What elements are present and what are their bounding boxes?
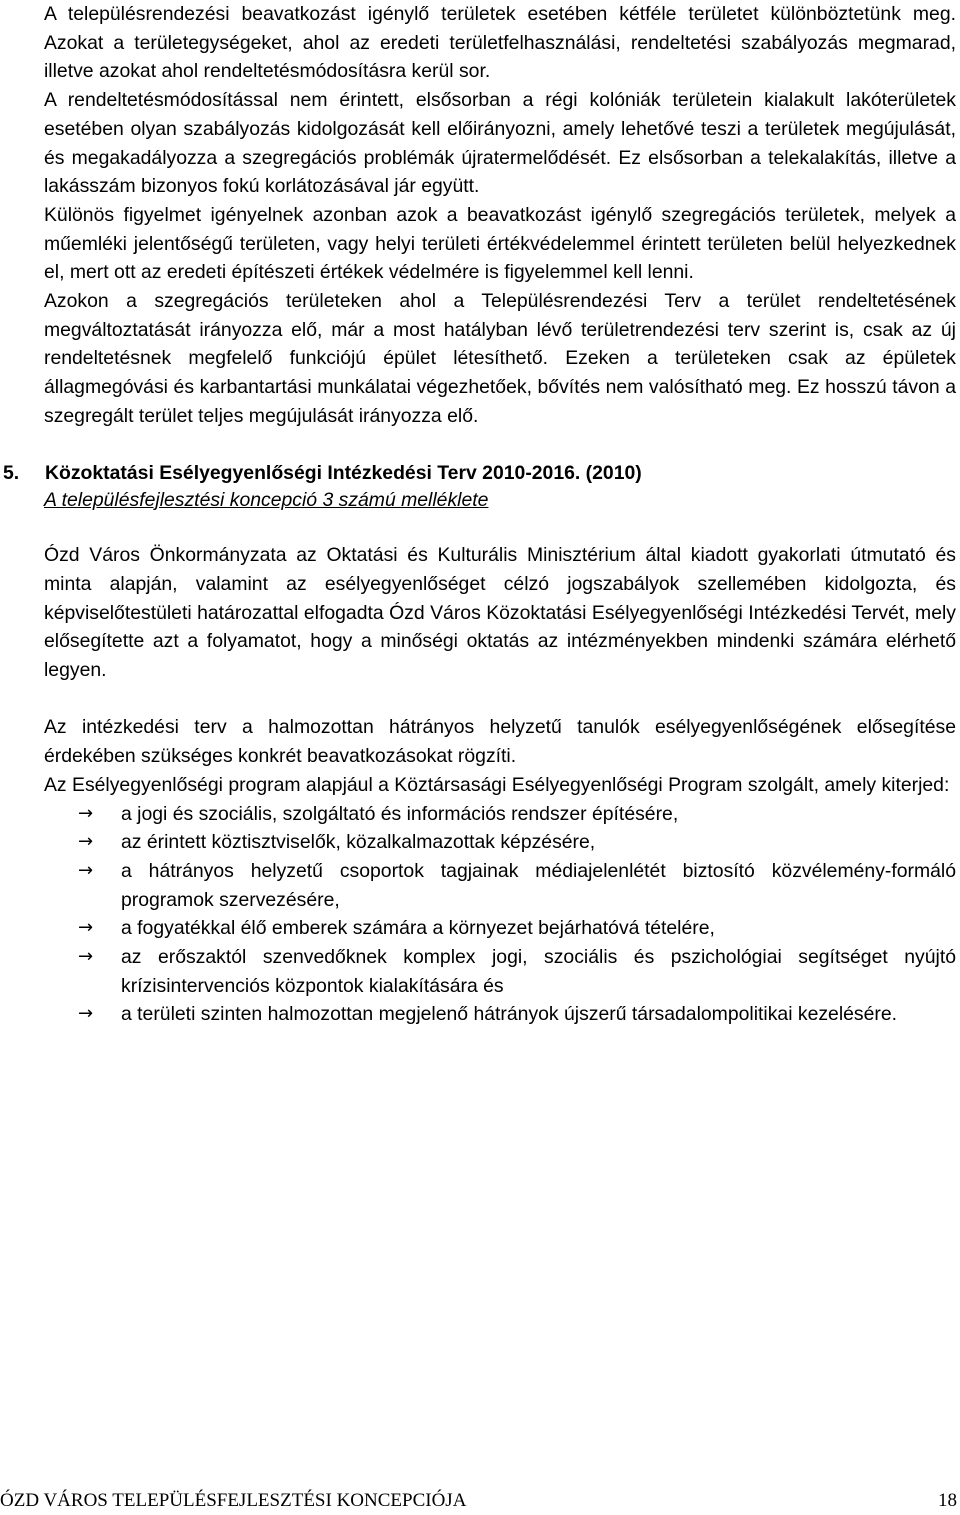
list-item-text: a jogi és szociális, szolgáltató és információs rendszer építésére, (121, 802, 679, 825)
list-item-text: a területi szinten halmozottan megjelenő hátrányok újszerű társadalompolitikai kezelésére. (121, 1003, 898, 1026)
list-item (44, 914, 956, 943)
list-item (44, 1000, 956, 1029)
section-heading (3, 459, 956, 487)
section-number: 5. (3, 461, 20, 484)
paragraph-plan-adoption: Ózd Város Önkormányzata az Oktatási és Kulturális Minisztérium által kiadott gyakorlati útmutató és minta alapján, valamint az esélyegyenlőséget célzó jogszabályok szellemében kidolgozta, és képviselőtestületi határozattal elfogadta Ózd Város Közoktatási Esélyegyenlőségi Intézkedési Tervét, mely elősegítette azt a folyamatot, hogy a minőségi oktatás az intézményekben mindenki számára elérhető legyen. (44, 544, 956, 682)
page-content (3, 0, 956, 1029)
section-subtitle: A településfejlesztési koncepció 3 számú melléklete (44, 488, 489, 511)
list-item (44, 943, 956, 1000)
list-item-text: az érintett köztisztviselők, közalkalmazottak képzésére, (121, 831, 596, 854)
paragraph-heritage-areas: Különös figyelmet igényelnek azonban azok a beavatkozást igénylő szegregációs területek, melyek a műemléki jelentőségű területen, vagy helyi területi értékvédelemmel érintett területen belül helyezkednek el, mert ott az eredeti építészeti értékek védelmére is figyelemmel kell lenni. (44, 203, 956, 284)
arrow-icon: → (78, 917, 94, 939)
arrow-icon: → (78, 946, 94, 968)
list-item (44, 828, 956, 857)
arrow-icon: → (78, 859, 94, 881)
page-footer (0, 1490, 957, 1514)
paragraph-program-basis: Az Esélyegyenlőségi program alapjául a Köztársasági Esélyegyenlőségi Program szolgált, amely kiterjed: (44, 773, 950, 796)
paragraph-area-types: A településrendezési beavatkozást igénylő területek esetében kétféle területet különböztetünk meg. Azokat a területegységeket, ahol az eredeti területfelhasználási, rendeltetési szabályozás megmarad, illetve azokat ahol rendeltetésmódosításra kerül sor. (44, 3, 956, 83)
list-item-text: a hátrányos helyzetű csoportok tagjainak médiajelenlétét biztosító közvélemény-formáló programok szervezésére, (121, 859, 956, 911)
arrow-icon: → (78, 802, 94, 824)
list-item (44, 857, 956, 914)
paragraph-repurposed-areas: Azokon a szegregációs területeken ahol a Településrendezési Terv a terület rendeltetésének megváltoztatását irányozza elő, már a most hatályban lévő területrendezési terv szerint is, csak az új rendeltetésnek megfelelő funkciójú épület létesíthető. Ezeken a területeken csak az épületek állagmegóvási és karbantartási munkálatai végezhetőek, bővítés nem valósítható meg. Ez hosszú távon a szegregált terület teljes megújulását irányozza elő. (44, 290, 956, 427)
program-scope-list (44, 800, 956, 1030)
paragraph-plan-purpose: Az intézkedési terv a halmozottan hátrányos helyzetű tanulók esélyegyenlőségének elősegítése érdekében szükséges konkrét beavatkozásokat rögzíti. (44, 716, 956, 768)
footer-page-number: 18 (938, 1490, 957, 1511)
arrow-icon: → (78, 1003, 94, 1025)
list-item-text: az erőszaktól szenvedőknek komplex jogi, szociális és pszichológiai segítséget nyújtó krízisintervenciós központok kialakítására és (121, 946, 956, 997)
section-title: Közoktatási Esélyegyenlőségi Intézkedési Terv 2010-2016. (2010) (45, 461, 642, 484)
paragraph-unchanged-areas: A rendeltetésmódosítással nem érintett, elsősorban a régi kolóniák területein kialakult lakóterületek esetében olyan szabályozás kidolgozását kell előirányozni, amely lehetővé teszi a területek megújulását, és megakadályozza a szegregációs problémák újratermelődését. Ez elsősorban a telekalakítás, illetve a lakásszám bizonyos fokú korlátozásával jár együtt. (44, 89, 956, 198)
arrow-icon: → (78, 831, 94, 853)
footer-document-title: ÓZD VÁROS TELEPÜLÉSFEJLESZTÉSI KONCEPCIÓJA (0, 1490, 467, 1511)
list-item (44, 800, 956, 829)
list-item-text: a fogyatékkal élő emberek számára a környezet bejárhatóvá tételére, (121, 917, 715, 940)
